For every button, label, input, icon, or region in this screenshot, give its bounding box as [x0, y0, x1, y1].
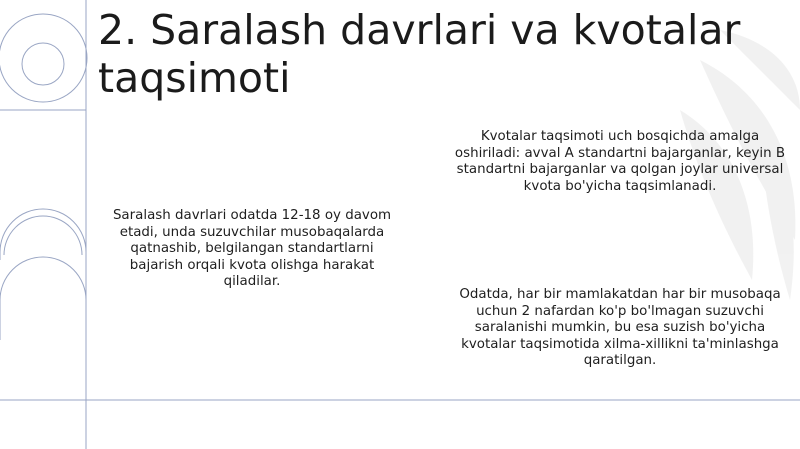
left-paragraph: Saralash davrlari odatda 12-18 oy davom etadi, unda suzuvchilar musobaqalarda qatnashib, belgilangan standartlarni bajarish orqali kvota olishga harakat qiladilar.: [112, 208, 392, 289]
slide-title: 2. Saralash davrlari va kvotalar taqsimoti: [98, 6, 741, 102]
right-top-paragraph: Kvotalar taqsimoti uch bosqichda amalga oshiriladi: avval A standartni bajarganlar, keyin B standartni bajarganlar va qolgan joylar universal kvota bo'yicha taqsimlanadi.: [454, 129, 786, 194]
right-bottom-paragraph: Odatda, har bir mamlakatdan har bir musobaqa uchun 2 nafardan ko'p bo'lmagan suzuvchi saralanishi mumkin, bu esa suzish bo'yicha kvotalar taqsimotida xilma-xillikni ta'minlashga qaratilgan.: [459, 287, 781, 368]
